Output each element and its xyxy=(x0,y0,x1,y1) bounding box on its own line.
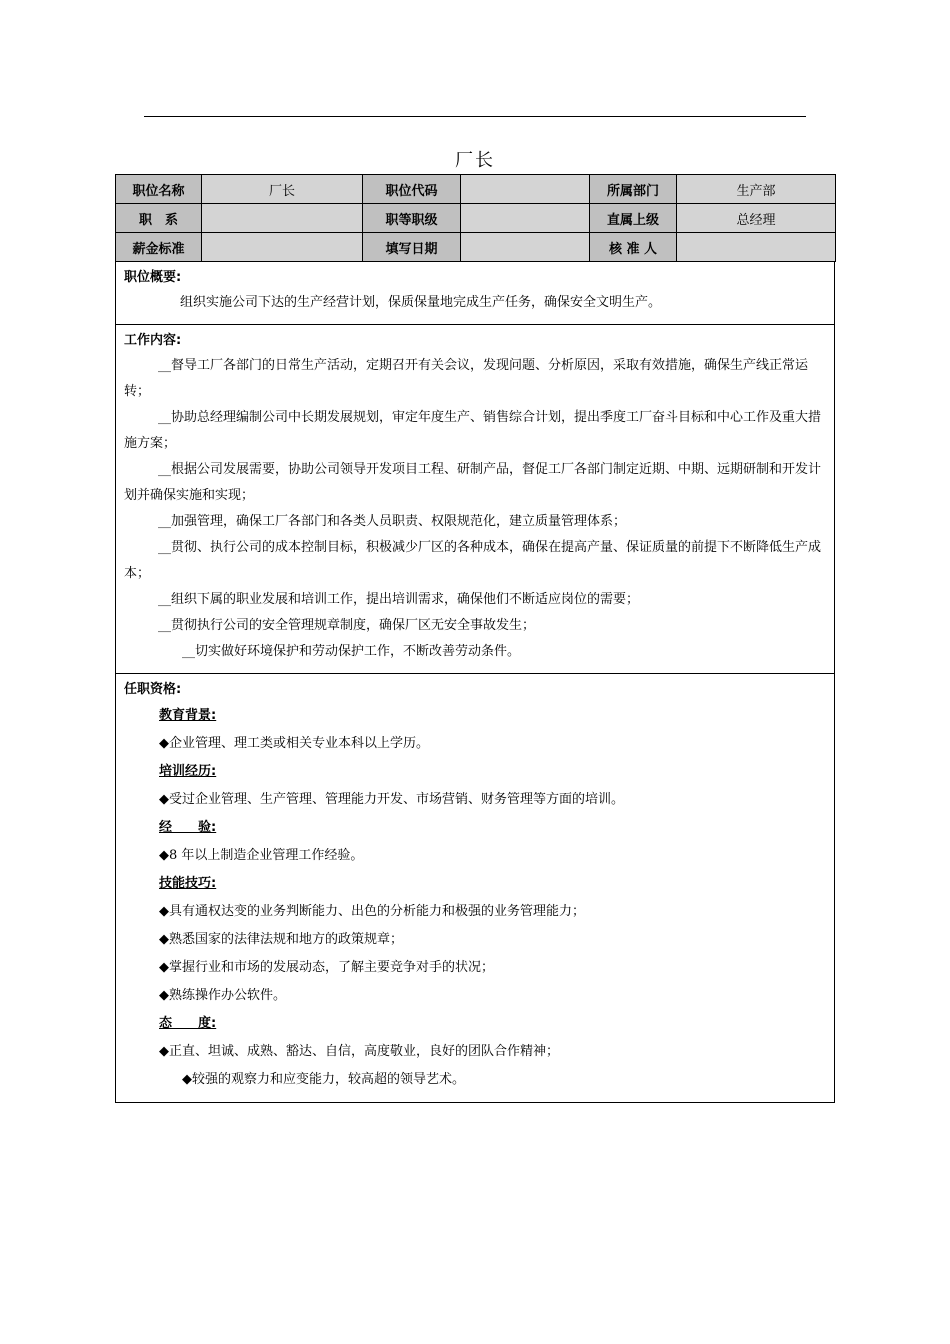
skills-heading: 技能技巧: xyxy=(159,876,217,891)
attitude-item: ◆正直、坦诚、成熟、豁达、自信，高度敬业，良好的团队合作精神； xyxy=(159,1044,559,1059)
overview-section xyxy=(115,262,835,325)
skill-item: ◆具有通权达变的业务判断能力、出色的分析能力和极强的业务管理能力； xyxy=(159,904,585,919)
duty-item: __协助总经理编制公司中长期发展规划，审定年度生产、销售综合计划，提出季度工厂奋斗目标和中心工作及重大措施方案； xyxy=(124,410,822,451)
label-position-name: 职位名称 xyxy=(116,175,202,204)
duties-section xyxy=(115,325,835,674)
page-title: 厂长 xyxy=(455,150,495,171)
training-heading: 培训经历: xyxy=(159,764,217,779)
header-row-3 xyxy=(116,233,836,262)
value-approver xyxy=(677,233,836,262)
education-item: ◆企业管理、理工类或相关专业本科以上学历。 xyxy=(159,736,429,751)
header-row-2 xyxy=(116,204,836,233)
duty-item: __督导工厂各部门的日常生产活动，定期召开有关会议，发现问题、分析原因，采取有效措施，确保生产线正常运转； xyxy=(124,358,809,399)
value-position-code xyxy=(461,175,590,204)
label-supervisor: 直属上级 xyxy=(590,204,677,233)
overview-title: 职位概要: xyxy=(124,270,182,285)
skill-item: ◆掌握行业和市场的发展动态，了解主要竞争对手的状况； xyxy=(159,960,494,975)
top-rule xyxy=(144,116,806,117)
label-grade: 职等职级 xyxy=(363,204,461,233)
skill-item: ◆熟悉国家的法律法规和地方的政策规章； xyxy=(159,932,403,947)
job-description-sheet xyxy=(115,174,835,1103)
duty-item: __贯彻、执行公司的成本控制目标，积极减少厂区的各种成本，确保在提高产量、保证质量的前提下不断降低生产成本； xyxy=(124,540,822,581)
training-item: ◆受过企业管理、生产管理、管理能力开发、市场营销、财务管理等方面的培训。 xyxy=(159,792,624,807)
attitude-heading: 态 度: xyxy=(159,1016,217,1031)
skill-item: ◆熟练操作办公软件。 xyxy=(159,988,286,1003)
header-row-1 xyxy=(116,175,836,204)
duty-item: __切实做好环境保护和劳动保护工作，不断改善劳动条件。 xyxy=(182,644,521,659)
qualifications-section xyxy=(115,674,835,1103)
duty-item: __组织下属的职业发展和培训工作，提出培训需求，确保他们不断适应岗位的需要； xyxy=(158,592,640,607)
duty-item: __根据公司发展需要，协助公司领导开发项目工程、研制产品，督促工厂各部门制定近期、中期、远期研制和开发计划并确保实施和实现； xyxy=(124,462,822,503)
duty-item: __加强管理，确保工厂各部门和各类人员职责、权限规范化，建立质量管理体系； xyxy=(158,514,627,529)
value-supervisor: 总经理 xyxy=(677,204,836,233)
value-salary xyxy=(202,233,363,262)
education-heading: 教育背景: xyxy=(159,708,217,723)
duty-item: __贯彻执行公司的安全管理规章制度，确保厂区无安全事故发生； xyxy=(158,618,536,633)
label-salary: 薪金标准 xyxy=(116,233,202,262)
value-grade xyxy=(461,204,590,233)
value-fill-date xyxy=(461,233,590,262)
overview-text: 组织实施公司下达的生产经营计划，保质保量地完成生产任务，确保安全文明生产。 xyxy=(180,295,662,310)
duties-title: 工作内容: xyxy=(124,333,182,348)
label-approver: 核 准 人 xyxy=(590,233,677,262)
label-position-code: 职位代码 xyxy=(363,175,461,204)
attitude-item: ◆较强的观察力和应变能力，较高超的领导艺术。 xyxy=(182,1072,465,1087)
qualifications-title: 任职资格: xyxy=(124,682,182,697)
label-department: 所属部门 xyxy=(590,175,677,204)
value-job-family xyxy=(202,204,363,233)
experience-heading: 经 验: xyxy=(159,820,217,835)
label-job-family: 职 系 xyxy=(116,204,202,233)
value-position-name: 厂长 xyxy=(202,175,363,204)
label-fill-date: 填写日期 xyxy=(363,233,461,262)
experience-item: ◆8 年以上制造企业管理工作经验。 xyxy=(159,848,364,863)
header-table xyxy=(115,174,836,262)
value-department: 生产部 xyxy=(677,175,836,204)
